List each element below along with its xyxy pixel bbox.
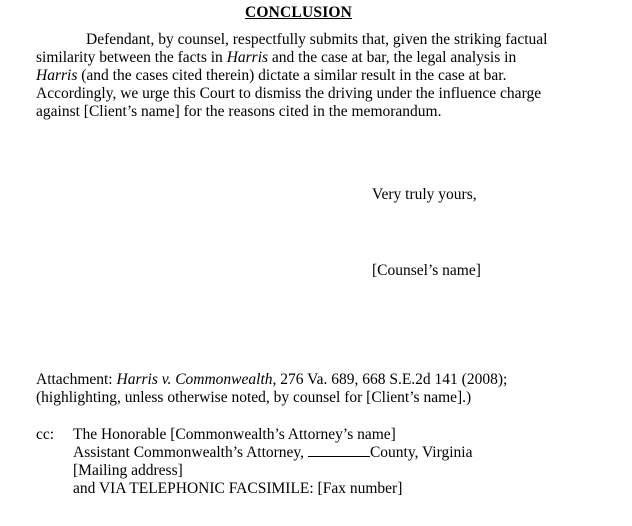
paragraph-line-4: Accordingly, we urge this Court to dismiss the driving under the influence charge: [36, 85, 542, 102]
cc-line-2: [73, 444, 473, 462]
cc-line-1: The Honorable [Commonwealth’s Attorney’s name]: [73, 426, 396, 443]
paragraph-line-1: Defendant, by counsel, respectfully submits that, given the striking factual: [86, 31, 548, 48]
cc-title: Assistant Commonwealth’s Attorney,: [73, 444, 308, 461]
section-heading: CONCLUSION: [245, 4, 353, 21]
attachment-note: [36, 371, 507, 407]
cc-county: County, Virginia: [369, 444, 473, 461]
cc-label: cc:: [36, 426, 55, 443]
closing-salutation: Very truly yours,: [372, 186, 477, 203]
cc-line-3: [Mailing address]: [73, 462, 183, 479]
attachment-case-name: Harris v. Commonwealth: [116, 371, 273, 388]
paragraph-text: (and the cases cited therein) dictate a similar result in the case at bar.: [77, 67, 507, 84]
case-name: Harris: [36, 67, 78, 84]
attachment-line-2: (highlighting, unless otherwise noted, by counsel for [Client’s name].): [36, 389, 472, 406]
signature-name: [Counsel’s name]: [372, 262, 481, 279]
paragraph-line-3: [36, 67, 596, 85]
paragraph-text: and the case at bar, the legal analysis in: [268, 49, 517, 66]
attachment-citation: , 276 Va. 689, 668 S.E.2d 141 (2008);: [272, 371, 508, 388]
paragraph-line-2: [36, 49, 596, 67]
county-blank-line: [308, 444, 370, 457]
cc-recipient-block: [73, 426, 473, 498]
attachment-label: Attachment:: [36, 371, 117, 388]
case-name: Harris: [226, 49, 269, 66]
cc-line-4: and VIA TELEPHONIC FACSIMILE: [Fax number]: [73, 480, 403, 497]
paragraph-line-5: against [Client’s name] for the reasons cited in the memorandum.: [36, 103, 442, 120]
attachment-line-1: [36, 371, 507, 389]
conclusion-paragraph: [36, 31, 596, 121]
paragraph-text: similarity between the facts in: [36, 49, 227, 66]
